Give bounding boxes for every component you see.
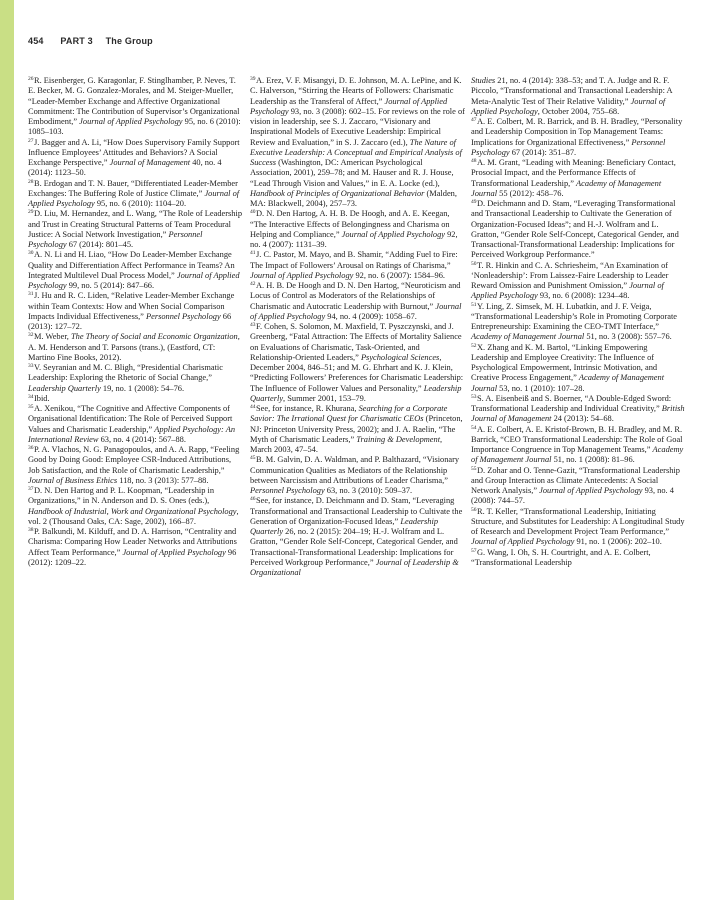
note-number: 57 [471, 547, 477, 554]
note-text: 93, no. 4 (2008): 744–57. [471, 486, 674, 506]
note-text: P. A. Vlachos, N. G. Panagopoulos, and A. A. Rapp, “Feeling Good by Doing Good: Employee CSR-Induced Attributions, Job Satisfaction, and the Role of Charismatic Leadership,” [28, 445, 240, 475]
reference-note [471, 76, 686, 117]
note-text: 94, no. 4 (2009): 1058–67. [325, 311, 417, 321]
reference-note [250, 209, 465, 250]
reference-note [28, 138, 243, 179]
reference-note [28, 394, 243, 404]
note-text: , March 2003, 47–54. [250, 434, 443, 454]
note-number: 42 [250, 281, 256, 287]
note-text: (Malden, MA: Blackwell, 2004), 257–73. [250, 188, 457, 208]
note-text: J. C. Pastor, M. Mayo, and B. Shamir, “Adding Fuel to Fire: The Impact of Followers’ Arousal on Ratings of Charisma,” [250, 250, 458, 270]
note-text: , vol. 2 (Thousand Oaks, CA: Sage, 2002), 166–87. [28, 506, 239, 526]
reference-note [28, 404, 243, 445]
note-text: D. Zohar and O. Tenne-Gazit, “Transformational Leadership and Group Interaction as Climate Antecedents: A Social Network Analysis,” [471, 465, 680, 495]
reference-note [471, 425, 686, 466]
note-text: D. Liu, M. Hernandez, and L. Wang, “The Role of Leadership and Trust in Creating Structural Patterns of Team Procedural Justice: A Social Network Investigation,” [28, 209, 243, 239]
note-text: A. M. Grant, “Leading with Meaning: Beneficiary Contact, Prosocial Impact, and the Performance Effects of Transformational Leadership,” [471, 158, 676, 188]
source-title: Journal of Applied Psychology [471, 96, 666, 116]
note-text: J. Bagger and A. Li, “How Does Supervisory Family Support Influence Employees’ Attitudes and Behaviors? A Social Exchange Perspective,” [28, 137, 240, 167]
reference-note [471, 394, 686, 425]
note-text: (Princeton, NJ: Princeton University Press, 2002); and J. A. Raelin, “The Myth of Charismatic Leaders,” [250, 414, 463, 444]
source-title: Handbook of Principles of Organizational Behavior [250, 188, 425, 198]
note-text: B. Erdogan and T. N. Bauer, “Differentiated Leader-Member Exchanges: The Buffering Role of Justice Climate,” [28, 178, 238, 198]
green-edge-bar [0, 0, 14, 900]
note-text: , October 2004, 755–68. [537, 106, 620, 116]
source-title: Leadership Quarterly [28, 383, 101, 393]
source-title: Searching for a Corporate Savior: The Irrational Quest for Charismatic CEOs [250, 404, 448, 424]
reference-note [28, 332, 243, 363]
source-title: Personnel Psychology [28, 229, 203, 249]
reference-note [471, 199, 686, 261]
note-number: 49 [471, 199, 477, 205]
note-number: 30 [28, 250, 34, 257]
note-text: (Washington, DC: American Psychological Association, 2001), 259–78; and M. Hauser and R. J. House, “Lead Through Vision and Values,” in E. A. Locke (ed.), [250, 158, 454, 188]
note-text: S. A. Eisenbeiß and S. Boerner, “A Double-Edged Sword: Transformational Leadership and Individual Creativity,” [471, 393, 672, 413]
note-text: 19, no. 1 (2008): 54–76. [100, 383, 185, 393]
note-number: 36 [28, 445, 34, 451]
note-number: 40 [250, 209, 256, 216]
note-text: Ibid. [34, 393, 50, 403]
note-text: 96 (2012): 1209–22. [28, 547, 237, 567]
note-text: P. Balkundi, M. Kilduff, and D. A. Harrison, “Centrality and Charisma: Comparing How Leader Networks and Attributions Affect Team Performance,” [28, 527, 237, 557]
source-title: Training & Development [356, 434, 441, 444]
reference-note [250, 322, 465, 404]
note-text: 53, no. 1 (2010): 107–28. [497, 383, 585, 393]
reference-note [28, 363, 243, 394]
source-title: Personnel Psychology [250, 486, 325, 495]
source-title: Journal of Applied Psychology [539, 486, 643, 495]
reference-note [28, 76, 243, 138]
notes-column-1 [28, 76, 243, 568]
note-number: 47 [471, 117, 477, 123]
note-text: M. Weber, [34, 332, 71, 342]
note-number: 41 [250, 250, 256, 257]
note-number: 54 [471, 424, 477, 431]
note-text: 93, no. 6 (2008): 1234–48. [537, 291, 630, 301]
reference-note [28, 527, 243, 568]
reference-note [471, 343, 686, 394]
note-text: , Summer 2001, 153–79. [283, 393, 366, 403]
note-text: T. R. Hinkin and C. A. Schriesheim, “An Examination of ‘Nonleadership’: From Laissez-Faire Leadership to Leader Reward Omission and Punishment Omission,” [471, 260, 669, 290]
note-text: D. N. Den Hartog and P. L. Koopman, “Leadership in Organizations,” in N. Anderson and D. S. Ones (eds.), [28, 486, 215, 506]
note-number: 34 [28, 393, 34, 400]
note-text: 63, no. 3 (2010): 509–37. [324, 486, 413, 495]
note-text: A. H. B. De Hoogh and D. N. Den Hartog, “Neuroticism and Locus of Control as Moderators of the Relationships of Charismatic and Autocratic Leadership with Burnout,” [250, 281, 461, 311]
note-text: , December 2004, 846–51; and M. G. Ehrhart and K. J. Klein, “Predicting Followers’ Preferences for Charismatic Leadership: The Influence of Follower Values and Personality,” [250, 352, 464, 393]
reference-note [471, 158, 686, 199]
reference-note [28, 291, 243, 332]
note-number: 44 [250, 404, 256, 410]
note-text: B. M. Galvin, D. A. Waldman, and P. Balthazard, “Visionary Communication Qualities as Mediators of the Relationship between Narcissism and Attributions of Leader Charisma,” [250, 455, 460, 485]
note-number: 31 [28, 291, 34, 298]
source-title: Leadership Quarterly [250, 383, 462, 403]
note-text: 67 (2014): 351–87. [509, 147, 577, 157]
note-number: 27 [28, 137, 34, 144]
reference-note [250, 250, 465, 281]
page-number: 454 [28, 36, 44, 46]
source-title: The Theory of Social and Economic Organization [70, 332, 238, 342]
note-text: 67 (2014): 801–45. [66, 240, 134, 249]
reference-note [471, 261, 686, 302]
note-text: R. T. Keller, “Transformational Leadership, Initiating Structure, and Substitutes for Leadership: A Longitudinal Study of Research and Development Project Team Performance,” [471, 506, 685, 536]
note-text: A. Xenikou, “The Cognitive and Affective Components of Organisational Identification: The Role of Perceived Support Values and Charismatic Leadership,” [28, 404, 233, 434]
note-text: R. Eisenberger, G. Karagonlar, F. Stinglhamber, P. Neves, T. E. Becker, M. G. Gonzalez-Morales, and M. Steiger-Mueller, “Leader-Member Exchange and Affective Organizational Commitment: The Contribution of Supervisor’s Organizational Embodiment,” [28, 76, 240, 126]
note-number: 35 [28, 404, 34, 410]
source-title: Journal of Applied Psychology [471, 281, 664, 301]
reference-note [250, 496, 465, 578]
note-text: A. E. Colbert, A. E. Kristof-Brown, B. H. Bradley, and M. R. Barrick, “CEO Transformational Leadership: The Role of Goal Importance Congruence in Top Management Teams,” [471, 424, 683, 454]
reference-note [471, 466, 686, 507]
note-text: 66 (2013): 127–72. [28, 311, 232, 331]
reference-note [250, 76, 465, 209]
note-text: G. Wang, I. Oh, S. H. Courtright, and A. E. Colbert, “Transformational Leadership [471, 547, 651, 567]
source-title: Journal of Management [109, 158, 191, 167]
source-title: Journal of Applied Psychology [341, 229, 445, 239]
source-title: Journal of Applied Psychology [250, 270, 354, 280]
source-title: Journal of Applied Psychology [122, 547, 226, 557]
reference-note [250, 455, 465, 496]
note-text: J. Hu and R. C. Liden, “Relative Leader-Member Exchange within Team Contexts: How and When Social Comparison Impacts Individual Effectiveness,” [28, 291, 235, 321]
source-title: Journal of Business Ethics [28, 475, 118, 485]
note-number: 39 [250, 76, 256, 82]
source-title: Studies [471, 76, 496, 85]
reference-note [28, 209, 243, 250]
note-text: 21, no. 4 (2014): 338–53; and T. A. Judge and R. F. Piccolo, “Transformational and Transactional Leadership: A Meta-Analytic Test of Their Relative Validity,” [471, 76, 673, 106]
note-number: 45 [250, 455, 256, 462]
note-text: 51, no. 3 (2008): 557–76. [584, 332, 672, 342]
note-number: 55 [471, 465, 477, 472]
note-text: 91, no. 1 (2006): 202–10. [574, 537, 662, 547]
note-text: 24 (2013): 54–68. [551, 414, 614, 424]
reference-note [250, 404, 465, 455]
source-title: Academy of Management Journal [471, 332, 585, 342]
source-title: Psychological Sciences [360, 352, 440, 362]
note-number: 28 [28, 178, 34, 185]
source-title: Academy of Management Journal [471, 445, 684, 465]
section-title: The Group [105, 36, 153, 46]
note-text: F. Cohen, S. Solomon, M. Maxfield, T. Pyszczynski, and J. Greenberg, “Fatal Attraction: The Effects of Mortality Salience on Evaluations of Charismatic, Task-Oriented, and Relationship-Oriented Leaders,” [250, 322, 462, 362]
note-number: 48 [471, 158, 477, 164]
note-text: 26, no. 2 (2015): 204–19; H.-J. Wolfram and L. Gratton, “Gender Role Self-Concept, Categorical Gender, and Transactional-Transformational Leadership: Implications for Perceived Workgroup Performance,” [250, 527, 458, 567]
reference-note [28, 486, 243, 527]
source-title: The Nature of Executive Leadership: A Conceptual and Empirical Analysis of Success [250, 137, 462, 167]
note-number: 38 [28, 527, 34, 533]
source-title: Journal of Applied Psychology [28, 270, 240, 290]
note-number: 50 [471, 260, 477, 267]
note-number: 43 [250, 322, 256, 328]
source-title: Journal of Leadership & Organizational [250, 557, 459, 577]
note-number: 46 [250, 496, 256, 503]
note-text: 55 (2012): 458–76. [497, 188, 564, 198]
note-text: V. Seyranian and M. C. Bligh, “Presidential Charismatic Leadership: Exploring the Rhetoric of Social Change,” [28, 363, 223, 383]
note-text: D. Deichmann and D. Stam, “Leveraging Transformational and Transactional Leadership to Cultivate the Generation of Organization-Focused Ideas”; and H.-J. Wolfram and L. Gratton, “Gender Role Self-Concept, Categorical Gender, and Transactional-Transformational Leadership: Implications for Perceived Workgroup Performance.” [471, 199, 679, 260]
note-text: 93, no. 3 (2008): 602–15. For reviews on the role of vision in leadership, see S. J. Zaccaro, “Visionary and Inspirational Models of Executive Leadership: Empirical Review and Evaluation,” in S. J. Zaccaro (ed.), [250, 106, 465, 147]
source-title: British Journal of Management [471, 404, 685, 424]
note-text: 95, no. 6 (2010): 1104–20. [94, 199, 187, 208]
note-text: See, for instance, R. Khurana, [256, 404, 359, 413]
reference-note [28, 445, 243, 486]
note-number: 51 [471, 301, 477, 308]
note-text: 95, no. 6 (2010): 1085–103. [28, 117, 241, 137]
note-text: A. Erez, V. F. Misangyi, D. E. Johnson, M. A. LePine, and K. C. Halverson, “Stirring the Hearts of Followers: Charismatic Leadership as the Transferal of Affect,” [250, 76, 462, 106]
source-title: Leadership Quarterly [250, 516, 438, 536]
note-number: 29 [28, 209, 34, 216]
source-title: Handbook of Industrial, Work and Organizational Psychology [28, 506, 237, 516]
reference-note [471, 507, 686, 548]
note-number: 33 [28, 363, 34, 369]
note-text: X. Zhang and K. M. Bartol, “Linking Empowering Leadership and Employee Creativity: The Influence of Psychological Empowerment, Intrinsic Motivation, and Creative Process Engagement,” [471, 342, 658, 383]
reference-note [250, 281, 465, 322]
note-text: 92, no. 6 (2007): 1584–96. [353, 270, 446, 280]
source-title: Academy of Management Journal [471, 373, 665, 393]
note-text: 51, no. 1 (2008): 81–96. [551, 455, 635, 465]
source-title: Journal of Applied Psychology [471, 537, 575, 547]
source-title: Personnel Psychology [146, 311, 221, 321]
note-number: 53 [471, 393, 477, 400]
reference-note [28, 250, 243, 291]
reference-note [471, 548, 686, 569]
reference-note [471, 302, 686, 343]
note-number: 26 [28, 76, 34, 82]
note-text: A. E. Colbert, M. R. Barrick, and B. H. Bradley, “Personality and Leadership Composition in Top Management Teams: Implications for Organizational Effectiveness,” [471, 117, 683, 147]
source-title: Journal of Applied Psychology [250, 96, 448, 116]
running-header [28, 36, 153, 52]
note-text: See, for instance, D. Deichmann and D. Stam, “Leveraging Transformational and Transactional Leadership to Cultivate the Generation of Organization-Focused Ideas,” [250, 496, 463, 526]
notes-column-2 [250, 76, 465, 578]
reference-note [471, 117, 686, 158]
source-title: Academy of Management Journal [471, 178, 662, 198]
source-title: Personnel Psychology [471, 137, 666, 157]
note-text: 63, no. 4 (2014): 567–88. [98, 434, 186, 444]
note-text: A. N. Li and H. Liao, “How Do Leader-Member Exchange Quality and Differentiation Affect Performance in Teams? An Integrated Multilevel Dual Process Model,” [28, 250, 235, 280]
note-text: D. N. Den Hartog, A. H. B. De Hoogh, and A. E. Keegan, “The Interactive Effects of Belongingness and Charisma on Helping and Compliance,” [250, 209, 450, 239]
reference-note [28, 179, 243, 210]
note-text: 118, no. 3 (2013): 577–88. [117, 475, 209, 485]
source-title: Journal of Applied Psychology [28, 188, 240, 208]
source-title: Journal of Applied Psychology [79, 117, 183, 126]
note-number: 56 [471, 506, 477, 513]
note-number: 32 [28, 332, 34, 339]
note-text: 92, no. 4 (2007): 1131–39. [250, 229, 458, 249]
note-text: , A. M. Henderson and T. Parsons (trans.), (Eastford, CT: Martino Fine Books, 2012). [28, 332, 240, 362]
note-number: 37 [28, 486, 34, 492]
part-label: PART 3 [60, 36, 93, 46]
note-text: Y. Ling, Z. Simsek, M. H. Lubatkin, and J. F. Veiga, “Transformational Leadership’s Role in Promoting Corporate Entrepreneurship: Examining the CEO-TMT Interface,” [471, 301, 678, 331]
note-text: 40, no. 4 (2014): 1123–50. [28, 158, 222, 178]
source-title: Applied Psychology: An International Review [28, 424, 236, 444]
source-title: Journal of Applied Psychology [250, 301, 462, 321]
note-text: 99, no. 5 (2014): 847–66. [66, 281, 155, 290]
notes-column-3 [471, 76, 686, 568]
note-number: 52 [471, 342, 477, 349]
